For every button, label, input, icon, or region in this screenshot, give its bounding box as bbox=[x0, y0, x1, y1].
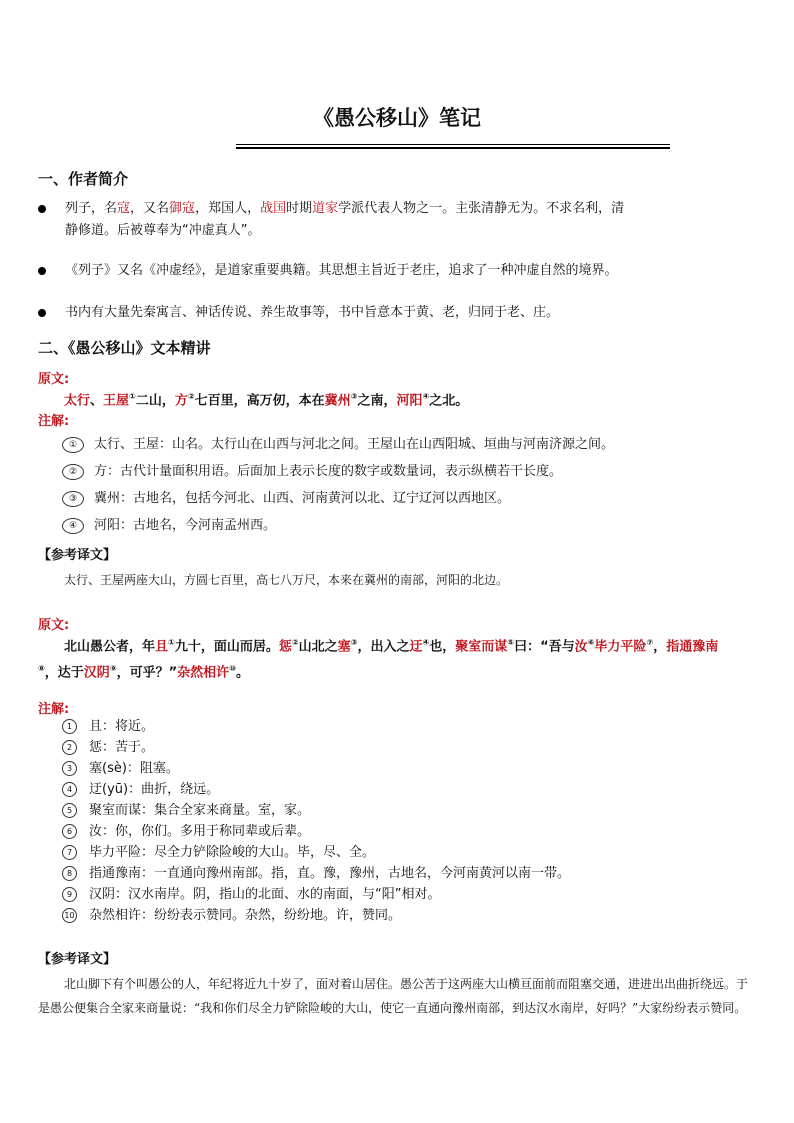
bullet-text: 《列子》又名《冲虚经》，是道家重要典籍。其思想主旨近于老庄，追求了一种冲虚自然的境界。 bbox=[65, 263, 618, 278]
note-item: 7 毕力平险：尽全力铲除险峻的大山。毕，尽、全。 bbox=[62, 843, 375, 862]
bullet-item bbox=[38, 302, 758, 324]
title-rule-thick bbox=[236, 147, 670, 149]
note-item: 10 杂然相许：纷纷表示赞同。杂然，纷纷地。许，赞同。 bbox=[62, 906, 401, 925]
bullet-dot-icon bbox=[38, 309, 46, 317]
note-item: ③ 冀州：古地名，包括今河北、山西、河南黄河以北、辽宁辽河以西地区。 bbox=[62, 489, 510, 509]
notes-label: 注解: bbox=[38, 414, 70, 429]
original-label: 原文: bbox=[38, 372, 70, 387]
note-item: ① 太行、王屋：山名。太行山在山西与河北之间。王屋山在山西阳城、垣曲与河南济源之间。 bbox=[62, 435, 614, 455]
note-item: 2 惩：苦于。 bbox=[62, 738, 154, 757]
reference-translation-text: 太行、王屋两座大山，方圆七百里，高七八万尺，本来在冀州的南部，河阳的北边。 bbox=[64, 573, 509, 587]
note-item: 1 且：将近。 bbox=[62, 717, 154, 736]
reference-translation-label: 【参考译文】 bbox=[38, 548, 117, 563]
notes-label: 注解: bbox=[38, 702, 70, 717]
note-item: 5 聚室而谋：集合全家来商量。室，家。 bbox=[62, 801, 310, 820]
document-title: 《愚公移山》笔记 bbox=[313, 105, 481, 130]
bullet-item bbox=[38, 198, 758, 242]
reference-translation-label: 【参考译文】 bbox=[38, 952, 117, 967]
bullet-dot-icon bbox=[38, 205, 46, 213]
original-text: 北山愚公者，年且①九十，面山而居。惩②山北之塞③，出入之迂④也，聚室而谋⑤曰：“吾与汝⑥毕力平险⑦，指通豫南⑧，达于汉阴⑨，可乎？”杂然相许⑩。 bbox=[38, 638, 719, 681]
original-label: 原文: bbox=[38, 618, 70, 633]
bullet-text: 列子，名寇，又名御寇，郑国人，战国时期道家学派代表人物之一。主张清静无为。不求名利，清 静修道。后被尊奉为“冲虚真人”。 bbox=[65, 201, 625, 238]
note-item: 4 迂(yū)：曲折，绕远。 bbox=[62, 780, 219, 799]
reference-translation-text: 北山脚下有个叫愚公的人，年纪将近九十岁了，面对着山居住。愚公苦于这两座大山横亘面前而阻塞交通，进进出出曲折绕远。于是愚公便集合全家来商量说：“我和你们尽全力铲除险峻的大山，使它一直通向豫州南部，到达汉水南岸，好吗？”大家纷纷表示赞同。 bbox=[38, 977, 749, 1015]
note-item: 8 指通豫南：一直通向豫州南部。指，直。豫，豫州，古地名，今河南黄河以南一带。 bbox=[62, 864, 570, 883]
note-item: 3 塞(sè)：阻塞。 bbox=[62, 759, 179, 778]
bullet-text: 书内有大量先秦寓言、神话传说、养生故事等，书中旨意本于黄、老，归同于老、庄。 bbox=[65, 305, 560, 320]
original-text: 太行、王屋①二山，方②七百里，高万仞，本在冀州③之南，河阳④之北。 bbox=[64, 392, 469, 409]
note-item: ④ 河阳：古地名，今河南孟州西。 bbox=[62, 516, 276, 536]
bullet-dot-icon bbox=[38, 267, 46, 275]
bullet-item bbox=[38, 260, 758, 282]
note-item: ② 方：古代计量面积用语。后面加上表示长度的数字或数量词，表示纵横若干长度。 bbox=[62, 462, 562, 482]
section2-heading: 二、《愚公移山》文本精讲 bbox=[38, 339, 211, 357]
note-item: 6 汝：你，你们。多用于称同辈或后辈。 bbox=[62, 822, 310, 841]
section1-heading: 一、作者简介 bbox=[38, 170, 129, 188]
title-rule-thin bbox=[236, 144, 670, 145]
note-item: 9 汉阴：汉水南岸。阴，指山的北面、水的南面，与“阳”相对。 bbox=[62, 885, 440, 904]
